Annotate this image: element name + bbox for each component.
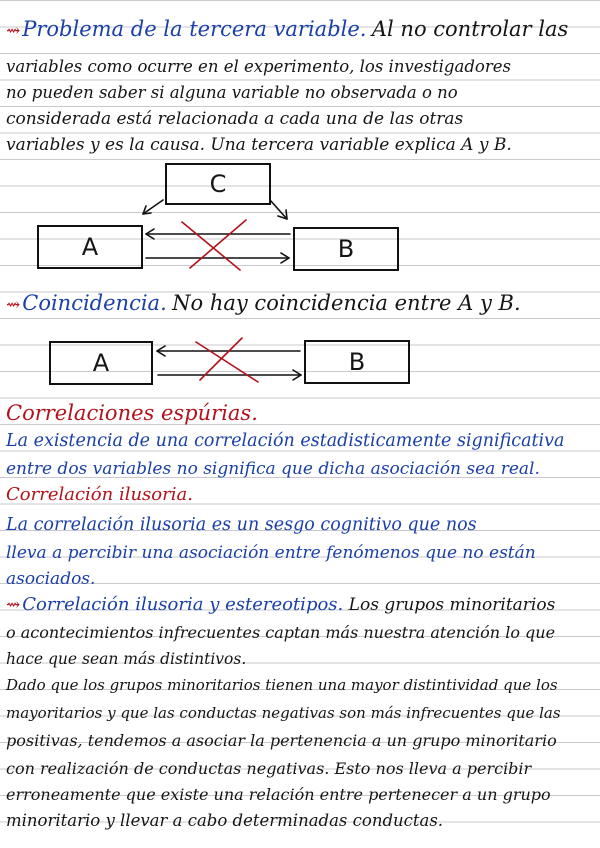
section4-line: La correlación ilusoria es un sesgo cognitivo que nos bbox=[6, 515, 477, 535]
section4-line: asociados. bbox=[6, 569, 96, 589]
section5-line: Los grupos minoritarios bbox=[348, 595, 556, 615]
section5-line: con realización de conductas negativas. Esto nos lleva a percibir bbox=[6, 759, 532, 778]
section2-text: No hay coincidencia entre A y B. bbox=[172, 291, 521, 315]
diagram2-box-b: B bbox=[304, 340, 410, 384]
section5-line: mayoritarios y que las conductas negativas son más infrecuentes que las bbox=[6, 704, 561, 722]
section5-heading: Correlación ilusoria y estereotipos. bbox=[22, 594, 344, 615]
section3-line: entre dos variables no significa que dicha asociación sea real. bbox=[6, 459, 540, 479]
section2-heading: Coincidencia. bbox=[22, 291, 167, 315]
section1-line: considerada está relacionada a cada una de las otras bbox=[6, 109, 464, 129]
section1-heading: Problema de la tercera variable. bbox=[22, 17, 367, 41]
section3-line: La existencia de una correlación estadisticamente significativa bbox=[6, 431, 565, 451]
section3-title: Correlaciones espúrias. bbox=[6, 401, 258, 425]
bullet-arrow-icon: ⇝ bbox=[6, 21, 21, 41]
section1-line: variables y es la causa. Una tercera variable explica A y B. bbox=[6, 135, 512, 155]
bullet-arrow-icon: ⇝ bbox=[6, 295, 21, 315]
diagram1-box-b: B bbox=[293, 227, 399, 271]
section5-line: minoritario y llevar a cabo determinadas conductas. bbox=[6, 811, 444, 830]
section5-line: erroneamente que existe una relación entre pertenecer a un grupo bbox=[6, 785, 551, 804]
section4-line: lleva a percibir una asociación entre fenómenos que no están bbox=[6, 543, 536, 563]
section5-line: o acontecimientos infrecuentes captan más nuestra atención lo que bbox=[6, 623, 556, 642]
section1-line: Al no controlar las bbox=[371, 17, 569, 41]
section5-first-line bbox=[6, 592, 555, 618]
diagram1-box-c: C bbox=[165, 163, 271, 205]
diagram1-box-a: A bbox=[37, 225, 143, 269]
section5-line: hace que sean más distintivos. bbox=[6, 650, 247, 668]
section5-line: positivas, tendemos a asociar la pertenencia a un grupo minoritario bbox=[6, 731, 557, 750]
section1-line: no pueden saber si alguna variable no observada o no bbox=[6, 83, 458, 102]
diagram2-box-a: A bbox=[49, 341, 153, 385]
section1-line: variables como ocurre en el experimento, los investigadores bbox=[6, 57, 511, 76]
bullet-arrow-icon: ⇝ bbox=[6, 595, 21, 615]
section5-line: Dado que los grupos minoritarios tienen una mayor distintividad que los bbox=[6, 676, 558, 694]
section4-title: Correlación ilusoria. bbox=[6, 484, 193, 505]
